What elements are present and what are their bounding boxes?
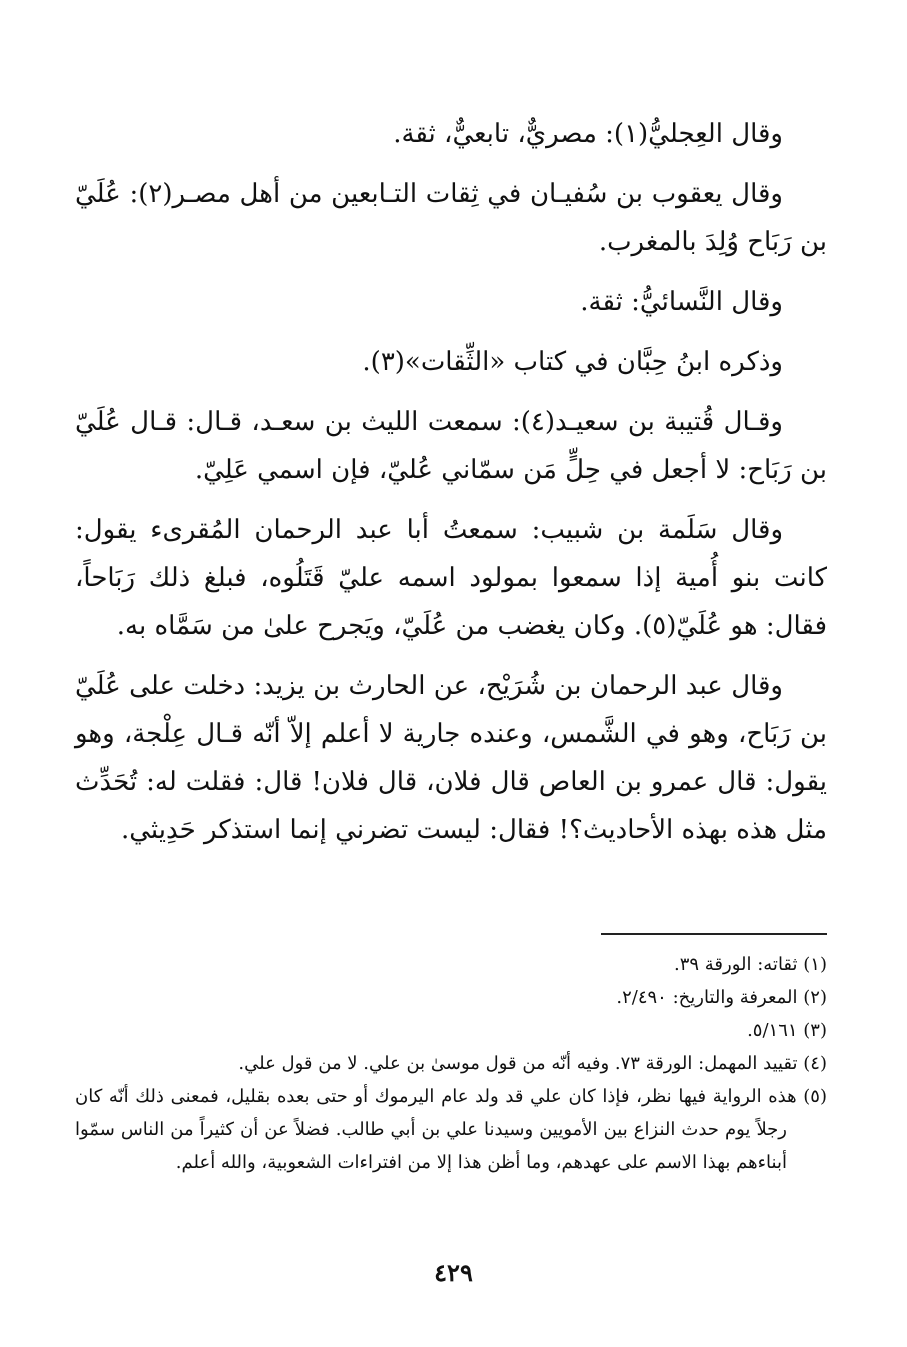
page-number: ٤٢٩ [434,1258,473,1287]
footnote-2: (٢) المعرفة والتاريخ: ٢/٤٩٠. [616,987,827,1008]
paragraph-ijli: وقال العِجليُّ(١): مصريٌّ، تابعيٌّ، ثقة. [393,119,783,149]
paragraph-nasai: وقال النَّسائيُّ: ثقة. [580,287,783,317]
paragraph-abdulrahman: وقال عبد الرحمان بن شُرَيْح، عن الحارث بن يزيد: دخلت على عُلَيّ بن رَبَاح، وهو في الشَّمس، وعنده جارية لا أعلم إلاّ أنّه قـال عِلْجة، وهو يقول: قال عمرو بن العاص قال فلان، قال فلان! قال: فقلت له: تُحَدِّث مثل هذه بهذه الأحاديث؟! فقال: ليست تضرني إنما استذكر حَدِيثي. [75,671,827,845]
main-text [75,110,827,866]
footnote-3: (٣) ٥/١٦١. [747,1020,827,1041]
paragraph-ibn-hibban: وذكره ابنُ حِبَّان في كتاب «الثِّقات»(٣). [362,347,783,377]
footnote-separator [601,933,827,935]
footnotes [75,948,827,1179]
paragraph-qutayba: وقـال قُتيبة بن سعيـد(٤): سمعت الليث بن سعـد، قـال: قـال عُلَيّ بن رَبَاح: لا أجعل في حِلٍّ مَن سمّاني عُليّ، فإن اسمي عَلِيّ. [75,407,827,485]
paragraph-yaqub: وقال يعقوب بن سُفيـان في ثِقات التـابعين من أهل مصـر(٢): عُلَيّ بن رَبَاح وُلِدَ بالمغرب. [75,179,827,257]
paragraph-salama: وقال سَلَمة بن شبيب: سمعتُ أبا عبد الرحمان المُقرىء يقول: كانت بنو أُمية إذا سمعوا بمولود اسمه عليّ قَتَلُوه، فبلغ ذلك رَبَاحاً، فقال: هو عُلَيّ(٥). وكان يغضب من عُلَيّ، ويَجرح علىٰ من سَمَّاه به. [75,515,827,641]
footnote-4: (٤) تقييد المهمل: الورقة ٧٣. وفيه أنّه من قول موسىٰ بن علي. لا من قول علي. [238,1053,827,1074]
footnote-1: (١) ثقاته: الورقة ٣٩. [673,954,827,975]
footnote-5: (٥) هذه الرواية فيها نظر، فإذا كان علي قد ولد عام اليرموك أو حتى بعده بقليل، فمعنى ذلك أنّه كان رجلاً يوم حدث النزاع بين الأمويين وسيدنا علي بن أبي طالب. فضلاً عن أن كثيراً من الناس سمّوا أبناءهم بهذا الاسم على عهدهم، وما أظن هذا إلا من افتراءات الشعوبية، والله أعلم. [75,1086,827,1173]
